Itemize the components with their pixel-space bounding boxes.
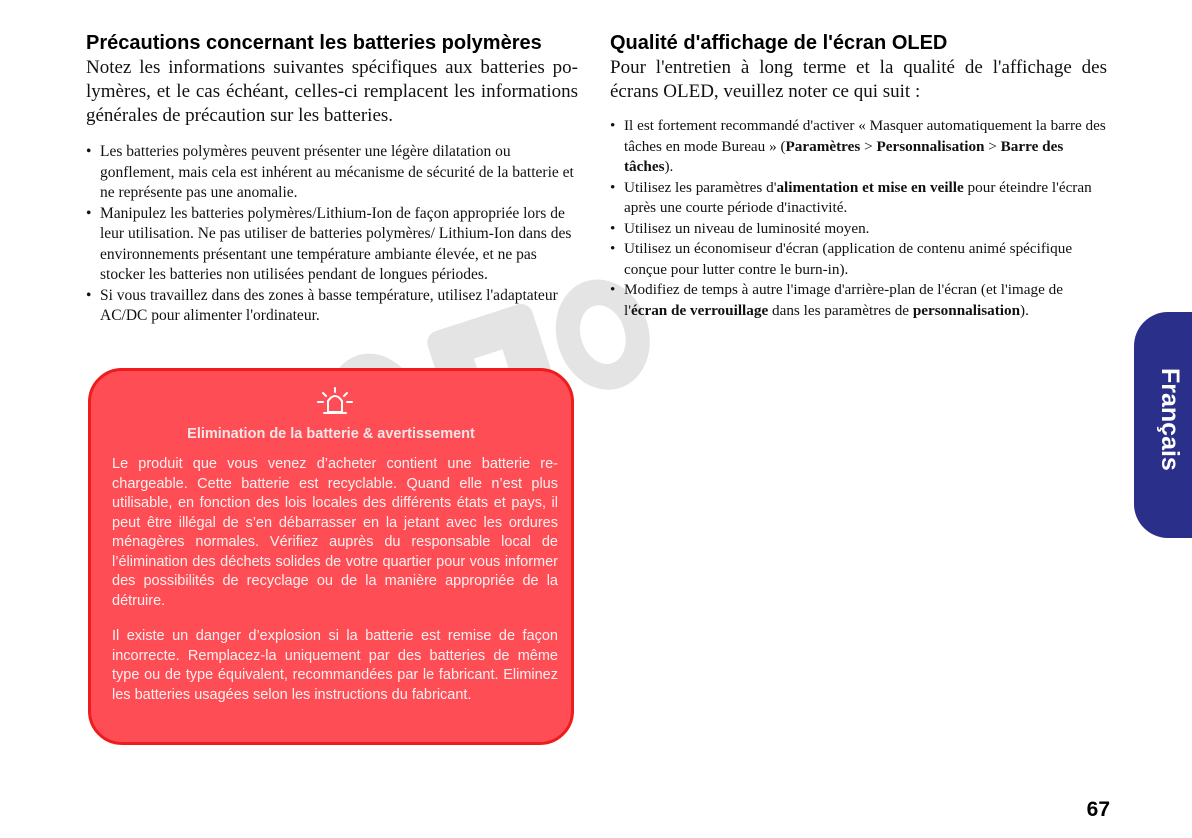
page-number: 67 bbox=[1086, 798, 1110, 821]
section-title-oled: Qualité d'affichage de l'écran OLED bbox=[610, 32, 948, 54]
list-item: • Les batteries polymères peuvent présenter une légère dilatation ou gonflement, mais cela est inhérent au mécanisme de sécurité de la batterie et ne représente pas une anomalie. bbox=[86, 142, 578, 204]
warning-title: Elimination de la batterie & avertissement bbox=[187, 426, 475, 442]
battery-bullet-list bbox=[86, 142, 578, 327]
warning-paragraph-2: Il existe un danger d’explosion si la batterie est remise de façon incorrecte. Remplacez-la uniquement par des batteries de même type ou de type équivalent, recommandées par le fabricant. Eliminez les batteries usagées selon les instructions du fabricant. bbox=[112, 628, 558, 703]
language-tab-label: Français bbox=[1156, 368, 1184, 471]
oled-quality-section bbox=[610, 30, 1107, 321]
list-item: • Si vous travaillez dans des zones à basse température, utilisez l'adaptateur AC/DC pour alimenter l'ordinateur. bbox=[86, 286, 578, 327]
warning-alarm-icon bbox=[315, 387, 355, 417]
warning-paragraph-1: Le produit que vous venez d’acheter contient une batterie rechargeable. Cette batterie est recyclable. Quand elle n’est plus utilisable, en fonction des lois locales des différents états et pays, il peut être illégal de s’en débarrasser en la jetant avec les ordures ménagères normales. Vérifiez auprès du responsable local de l’élimination des déchets solides de votre quartier pour vous informer des possibilités de recyclage ou de la manière appropriée de la détruire. bbox=[112, 456, 558, 609]
battery-precautions-section bbox=[86, 30, 578, 327]
section-title-battery: Précautions concernant les batteries polymères bbox=[86, 32, 542, 54]
oled-intro: Pour l'entretien à long terme et la qualité de l'affichage des écrans OLED, veuillez noter ce qui suit : bbox=[610, 57, 1107, 102]
list-item: • Manipulez les batteries polymères/Lithium-Ion de façon appropriée lors de leur utilisation. Ne pas utiliser de batteries polymères/ Lithium-Ion dans des environnements présentant une température ambiante élevée, et ne pas stocker les batteries non utilisées pendant de longues périodes. bbox=[86, 204, 578, 286]
list-item: • Utilisez un économiseur d'écran (application de contenu animé spécifique conçue pour lutter contre le burn-in). bbox=[610, 239, 1107, 280]
list-item: • Utilisez un niveau de luminosité moyen. bbox=[610, 219, 1107, 240]
battery-disposal-warning-box bbox=[88, 368, 574, 745]
oled-bullet-list bbox=[610, 116, 1107, 321]
battery-intro: Notez les informations suivantes spécifiques aux batteries polymères, et le cas échéant, celles-ci remplacent les informations générales de précaution sur les batteries. bbox=[86, 57, 578, 126]
list-item: • Modifiez de temps à autre l'image d'arrière-plan de l'écran (et l'image de l'écran de verrouillage dans les paramètres de personnalisation). bbox=[610, 280, 1107, 321]
list-item: • Il est fortement recommandé d'activer « Masquer automatiquement la barre des tâches en mode Bureau » (Paramètres > Personnalisation > Barre des tâches). bbox=[610, 116, 1107, 178]
list-item: • Utilisez les paramètres d'alimentation et mise en veille pour éteindre l'écran après une courte période d'inactivité. bbox=[610, 178, 1107, 219]
